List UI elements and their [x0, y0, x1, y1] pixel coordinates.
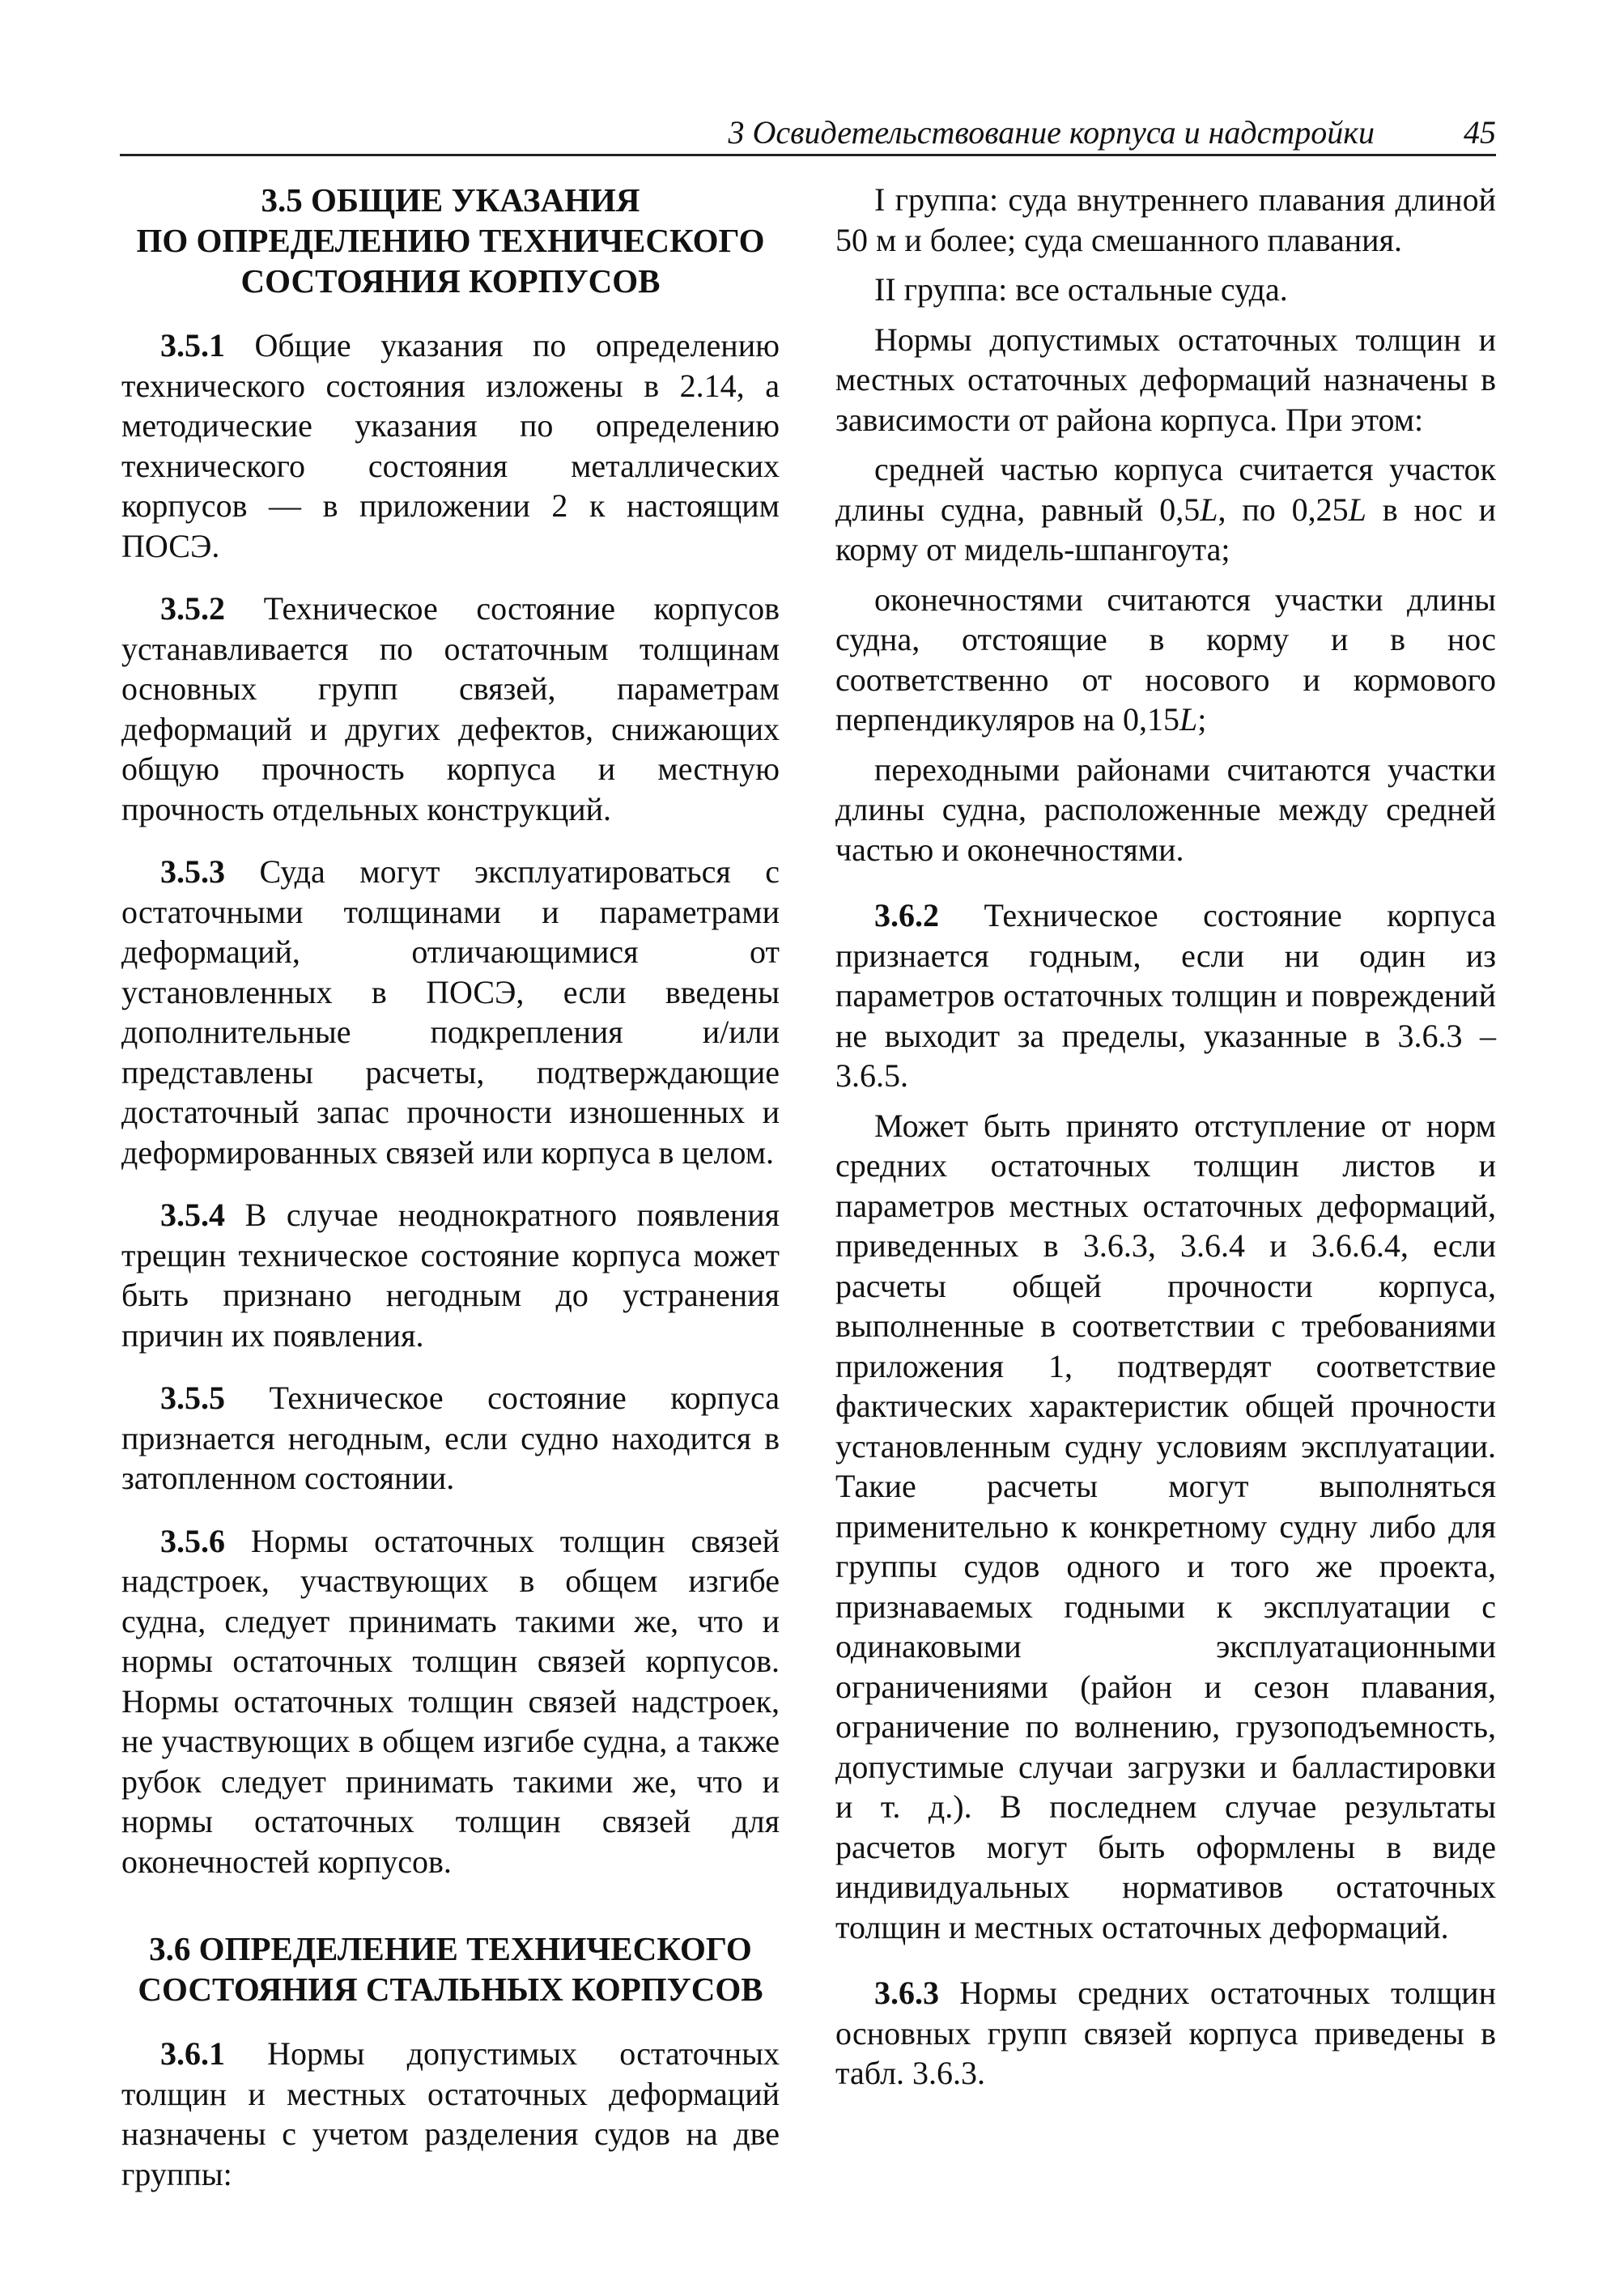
middle-text-a: средней частью корпуса считается участок длины судна, равный 0,5	[835, 451, 1496, 528]
paragraph-3-6-1	[121, 2034, 780, 2194]
paragraph-3-5-5	[121, 1378, 780, 1499]
paragraph-number: 3.5.4	[160, 1197, 225, 1233]
running-title: 3 Освидетельствование корпуса и надстройки	[728, 114, 1375, 151]
paragraph-3-5-2	[121, 589, 780, 829]
length-symbol: L	[1179, 701, 1198, 738]
deviation-paragraph: Может быть принято отступление от норм средних остаточных толщин листов и параметров местных остаточных деформаций, приведенных в 3.6.3, 3.6.4 и 3.6.6.4, если расчеты общей прочности корпуса, выполненные в соответствии с требованиями приложения 1, подтвердят соответствие фактических характеристик общей прочности установленным судну условиям эксплуатации. Такие расчеты могут выполняться применительно к конкретному судну либо для группы судов одного и того же проекта, признаваемых годными к эксплуатации с одинаковыми эксплуатационными ограничениями (район и сезон плавания, ограничение по волнению, грузоподъемность, допустимые случаи загрузки и балластировки и т. д.). В последнем случае результаты расчетов могут быть оформлены в виде индивидуальных нормативов остаточных толщин и местных остаточных деформаций.	[835, 1107, 1496, 1945]
page-number: 45	[1464, 114, 1496, 151]
right-column	[835, 180, 1496, 2094]
group-1-text: I группа: суда внутреннего плавания длиной 50 м и более; суда смешанного плавания.	[835, 181, 1496, 258]
paragraph-text: Нормы остаточных толщин связей надстроек, участвующих в общем изгибе судна, следует принимать такими же, что и нормы остаточных толщин связей корпусов. Нормы остаточных толщин связей надстроек, не участвующих в общем изгибе судна, а также рубок следует принимать такими же, что и нормы остаточных толщин связей для оконечностей корпусов.	[121, 1522, 780, 1880]
transitional-definition: переходными районами считаются участки длины судна, расположенные между средней частью и оконечностями.	[835, 750, 1496, 868]
paragraph-3-5-4	[121, 1195, 780, 1355]
middle-text-b: , по 0,25	[1218, 491, 1349, 528]
paragraph-text: Нормы средних остаточных толщин основных групп связей корпуса приведены в табл. 3.6.3.	[835, 1975, 1496, 2091]
paragraph-number: 3.5.1	[160, 327, 225, 364]
paragraph-number: 3.6.2	[874, 897, 939, 933]
ends-definition	[835, 580, 1496, 740]
paragraph-text: В случае неоднократного появления трещин техническое состояние корпуса может быть признано негодным до устранения причин их появления.	[121, 1197, 780, 1354]
paragraph-number: 3.5.2	[160, 590, 225, 627]
ends-text-a: оконечностями считаются участки длины судна, отстоящие в корму и в нос соответственно от носового и кормового перпендикуляров на 0,15	[835, 580, 1496, 738]
paragraph-text: Техническое состояние корпуса признается годным, если ни один из параметров остаточных толщин и повреждений не выходит за пределы, указанные в 3.6.3 – 3.6.5.	[835, 897, 1496, 1094]
left-column	[121, 180, 780, 2194]
paragraph-number: 3.6.1	[160, 2035, 225, 2072]
paragraph-number: 3.5.6	[160, 1522, 225, 1559]
paragraph-3-5-1	[121, 325, 780, 566]
norms-intro-text: Нормы допустимых остаточных толщин и местных остаточных деформаций назначены в зависимости от района корпуса. При этом:	[835, 321, 1496, 438]
paragraph-3-6-3	[835, 1973, 1496, 2094]
paragraph-number: 3.6.3	[874, 1975, 939, 2011]
middle-part-definition	[835, 449, 1496, 570]
length-symbol: L	[1200, 491, 1218, 528]
length-symbol: L	[1348, 491, 1366, 528]
paragraph-text: Нормы допустимых остаточных толщин и местных остаточных деформаций назначены с учетом разделения судов на две группы:	[121, 2035, 780, 2192]
running-header	[120, 112, 1496, 156]
paragraph-text: Суда могут эксплуатироваться с остаточными толщинами и параметрами деформаций, отличающимися от установленных в ПОСЭ, если введены дополнительные подкрепления и/или представлены расчеты, подтверждающие достаточный запас прочности изношенных и деформированных связей или корпуса в целом.	[121, 853, 780, 1171]
group-2-text: II группа: все остальные суда.	[874, 271, 1288, 308]
paragraph-text: Техническое состояние корпуса признается негодным, если судно находится в затопленном состоянии.	[121, 1380, 780, 1496]
section-3-6-title: 3.6 ОПРЕДЕЛЕНИЕ ТЕХНИЧЕСКОГО СОСТОЯНИЯ СТАЛЬНЫХ КОРПУСОВ	[138, 1930, 763, 2008]
section-3-5-title: 3.5 ОБЩИЕ УКАЗАНИЯ ПО ОПРЕДЕЛЕНИЮ ТЕХНИЧЕСКОГО СОСТОЯНИЯ КОРПУСОВ	[136, 181, 765, 300]
paragraph-text: Техническое состояние корпусов устанавливается по остаточным толщинам основных групп связей, параметрам деформаций и других дефектов, снижающих общую прочность корпуса и местную прочность отдельных конструкций.	[121, 590, 780, 827]
paragraph-3-6-2	[835, 895, 1496, 1096]
ends-text-b: ;	[1197, 701, 1207, 738]
paragraph-3-5-3	[121, 852, 780, 1172]
paragraph-number: 3.5.5	[160, 1380, 225, 1416]
paragraph-text: Общие указания по определению технического состояния изложены в 2.14, а методические указания по определению технического состояния металлических корпусов — в приложении 2 к настоящим ПОСЭ.	[121, 327, 780, 564]
paragraph-3-5-6	[121, 1521, 780, 1882]
middle-text-c: в нос и корму от мидель-шпангоута;	[835, 491, 1497, 568]
paragraph-number: 3.5.3	[160, 853, 225, 890]
